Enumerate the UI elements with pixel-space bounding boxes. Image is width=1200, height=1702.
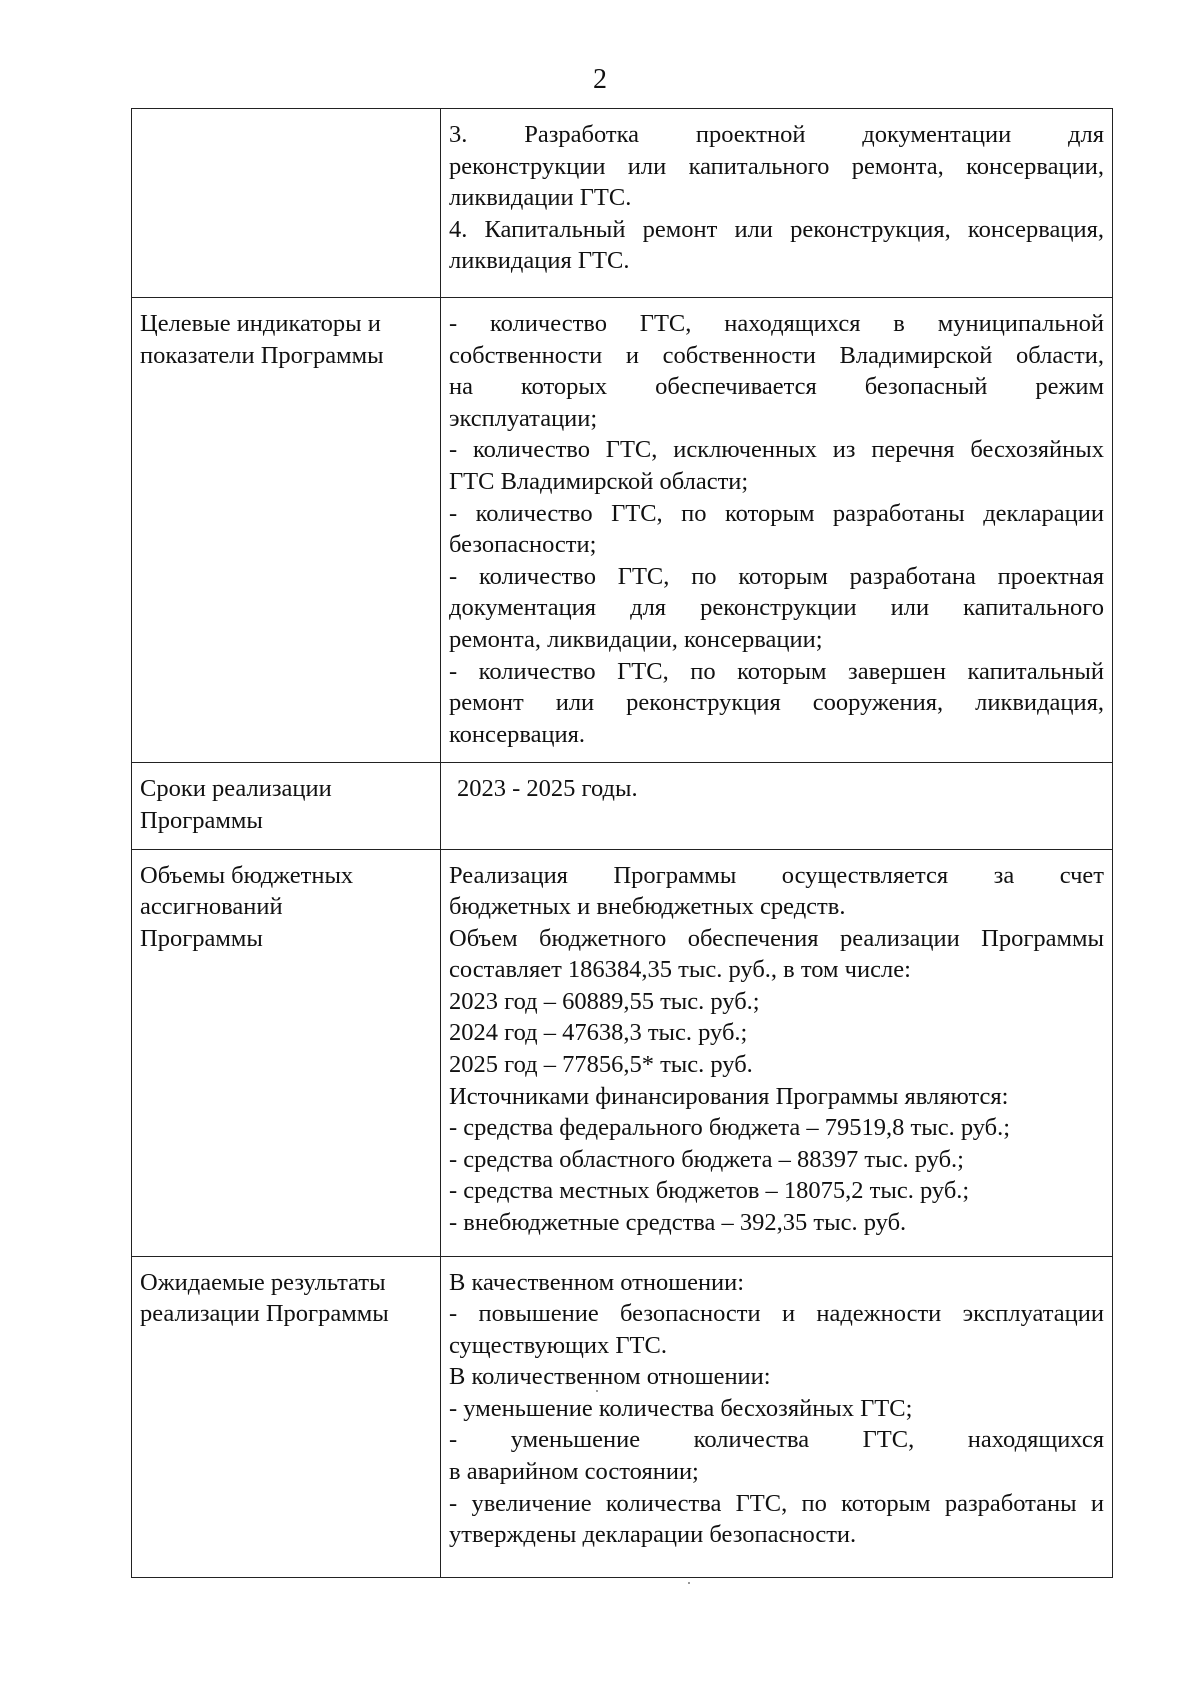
row-label-indicators bbox=[132, 298, 441, 763]
label-line: Программы bbox=[140, 806, 263, 834]
text-line: ликвидации ГТС. bbox=[449, 184, 632, 212]
row-content-budget bbox=[441, 849, 1113, 1256]
text-line: - количество ГТС, по которым разработаны декларации bbox=[449, 499, 1104, 527]
label-line: реализации Программы bbox=[140, 1300, 389, 1328]
text-line: эксплуатации; bbox=[449, 404, 598, 432]
label-line: Объемы бюджетных bbox=[140, 861, 354, 889]
text-line: реконструкции или капитального ремонта, консервации, bbox=[449, 152, 1104, 180]
table-row-tasks-continuation bbox=[132, 109, 1113, 298]
text-line: Источниками финансирования Программы являются: bbox=[449, 1082, 1009, 1110]
text-line: 2025 год – 77856,5* тыс. руб. bbox=[449, 1051, 753, 1079]
text-line: на которых обеспечивается безопасный режим bbox=[449, 373, 1104, 401]
text-line: - средства местных бюджетов – 18075,2 тыс. руб.; bbox=[449, 1177, 970, 1205]
text-line: В количественном отношении: bbox=[449, 1363, 771, 1391]
label-line: показатели Программы bbox=[140, 341, 384, 369]
table-row-expected-results bbox=[132, 1256, 1113, 1577]
text-line: - повышение безопасности и надежности эксплуатации bbox=[449, 1300, 1104, 1328]
text-line: - внебюджетные средства – 392,35 тыс. руб. bbox=[449, 1209, 907, 1237]
text-line: собственности и собственности Владимирской области, bbox=[449, 341, 1104, 369]
scan-speck bbox=[688, 1582, 690, 1584]
text-line: документация для реконструкции или капитального bbox=[449, 594, 1104, 622]
table-row-budget bbox=[132, 849, 1113, 1256]
text-line: в аварийном состоянии; bbox=[449, 1458, 699, 1486]
text-line: - уменьшение количества бесхозяйных ГТС; bbox=[449, 1394, 913, 1422]
row-label-empty bbox=[132, 109, 441, 298]
page-number: 2 bbox=[593, 64, 607, 95]
text-line: - количество ГТС, по которым разработана проектная bbox=[449, 562, 1104, 590]
row-label-budget bbox=[132, 849, 441, 1256]
row-label-results bbox=[132, 1256, 441, 1577]
text-line: ремонт или реконструкция сооружения, ликвидация, bbox=[449, 689, 1104, 717]
table-row-indicators bbox=[132, 298, 1113, 763]
label-line: Ожидаемые результаты bbox=[140, 1268, 386, 1296]
scan-speck bbox=[596, 1390, 598, 1392]
row-content-results bbox=[441, 1256, 1113, 1577]
text-line: существующих ГТС. bbox=[449, 1331, 667, 1359]
text-line: ГТС Владимирской области; bbox=[449, 467, 749, 495]
text-line: - средства федерального бюджета – 79519,8 тыс. руб.; bbox=[449, 1114, 1011, 1142]
label-line: Сроки реализации bbox=[140, 775, 332, 803]
text-line: 3. Разработка проектной документации для bbox=[449, 121, 1104, 148]
text-line: 2024 год – 47638,3 тыс. руб.; bbox=[449, 1019, 748, 1047]
text-line: 2023 год – 60889,55 тыс. руб.; bbox=[449, 987, 760, 1015]
label-line: Программы bbox=[140, 924, 263, 952]
text-line: - количество ГТС, исключенных из перечня бесхозяйных bbox=[449, 436, 1104, 464]
row-content-period bbox=[441, 763, 1113, 849]
text-line: - средства областного бюджета – 88397 тыс. руб.; bbox=[449, 1145, 964, 1173]
text-line: бюджетных и внебюджетных средств. bbox=[449, 893, 846, 921]
text-line: Реализация Программы осуществляется за счет bbox=[449, 861, 1104, 889]
text-line: - уменьшение количества ГТС, находящихся bbox=[449, 1426, 1104, 1454]
row-content-indicators bbox=[441, 298, 1113, 763]
label-line: ассигнований bbox=[140, 893, 283, 921]
row-content-tasks bbox=[441, 109, 1113, 298]
text-line: - количество ГТС, по которым завершен капитальный bbox=[449, 657, 1104, 685]
row-label-period bbox=[132, 763, 441, 849]
text-line: 4. Капитальный ремонт или реконструкция, консервация, bbox=[449, 215, 1104, 243]
text-line: составляет 186384,35 тыс. руб., в том числе: bbox=[449, 956, 911, 984]
text-line: - увеличение количества ГТС, по которым разработаны и bbox=[449, 1489, 1104, 1517]
text-line: - количество ГТС, находящихся в муниципальной bbox=[449, 310, 1104, 337]
table-row-period bbox=[132, 763, 1113, 849]
text-line: ликвидация ГТС. bbox=[449, 247, 630, 275]
text-line: безопасности; bbox=[449, 531, 597, 559]
label-line: Целевые индикаторы и bbox=[140, 310, 381, 337]
text-line: консервация. bbox=[449, 720, 586, 748]
text-line: 2023 - 2025 годы. bbox=[457, 775, 638, 803]
program-passport-table bbox=[131, 108, 1113, 1578]
text-line: утверждены декларации безопасности. bbox=[449, 1521, 857, 1549]
text-line: В качественном отношении: bbox=[449, 1268, 745, 1296]
text-line: Объем бюджетного обеспечения реализации Программы bbox=[449, 924, 1104, 952]
text-line: ремонта, ликвидации, консервации; bbox=[449, 625, 823, 653]
